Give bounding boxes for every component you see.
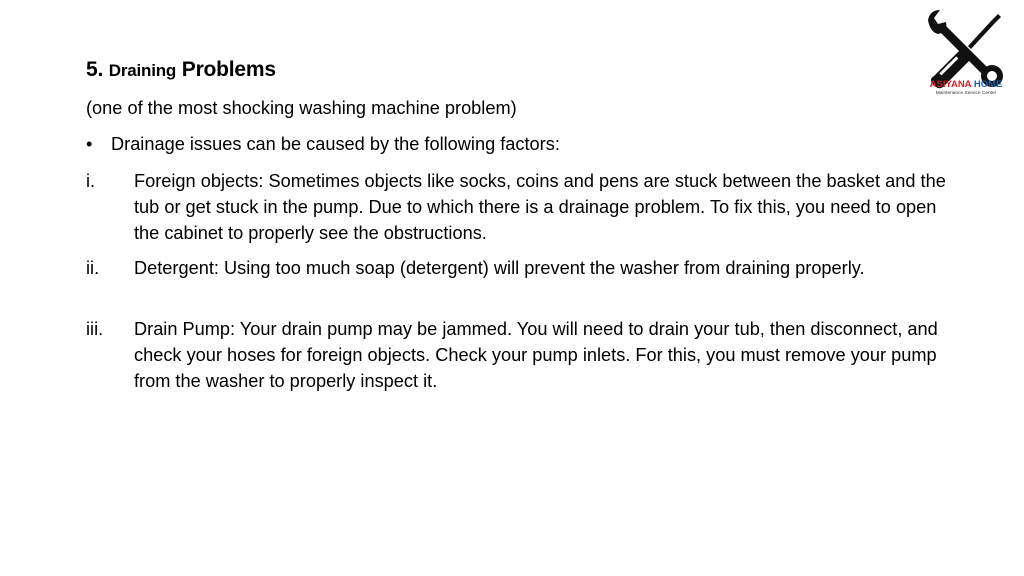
bullet-dot: • (86, 134, 93, 154)
logo-brand (922, 79, 1010, 90)
list-marker: i. (86, 171, 96, 191)
list-item-text: Drain Pump: Your drain pump may be jammed. You will need to drain your tub, then disconnect, and check your hoses for foreign objects. Check your pump inlets. For this, you must remove your pump from the washer to properly inspect it. (134, 319, 938, 391)
bullet-text: Drainage issues can be caused by the following factors: (111, 134, 560, 154)
list-item-text: Detergent: Using too much soap (detergent) will prevent the washer from draining properly. (134, 258, 865, 278)
list-marker: ii. (86, 258, 100, 278)
logo-tagline: Maintenance Service Center (935, 91, 997, 96)
list-item-drain-pump (86, 316, 956, 394)
slide-title (86, 58, 276, 82)
logo-brand-part1: ASIYANA (929, 79, 972, 90)
list-marker: iii. (86, 319, 104, 339)
title-number: 5. (86, 58, 104, 81)
list-item-detergent (86, 255, 956, 281)
title-word-problems: Problems (181, 58, 276, 81)
title-word-draining: Draining (108, 61, 177, 80)
bullet-item (86, 134, 560, 155)
slide-subtitle: (one of the most shocking washing machine problem) (86, 98, 517, 118)
logo-brand-part2: HOME (973, 79, 1003, 90)
list-item-foreign-objects (86, 168, 956, 246)
list-item-text: Foreign objects: Sometimes objects like socks, coins and pens are stuck between the basket and the tub or get stuck in the pump. Due to which there is a drainage problem. To fix this, you need to open the cabinet to properly see the obstructions. (134, 171, 946, 243)
